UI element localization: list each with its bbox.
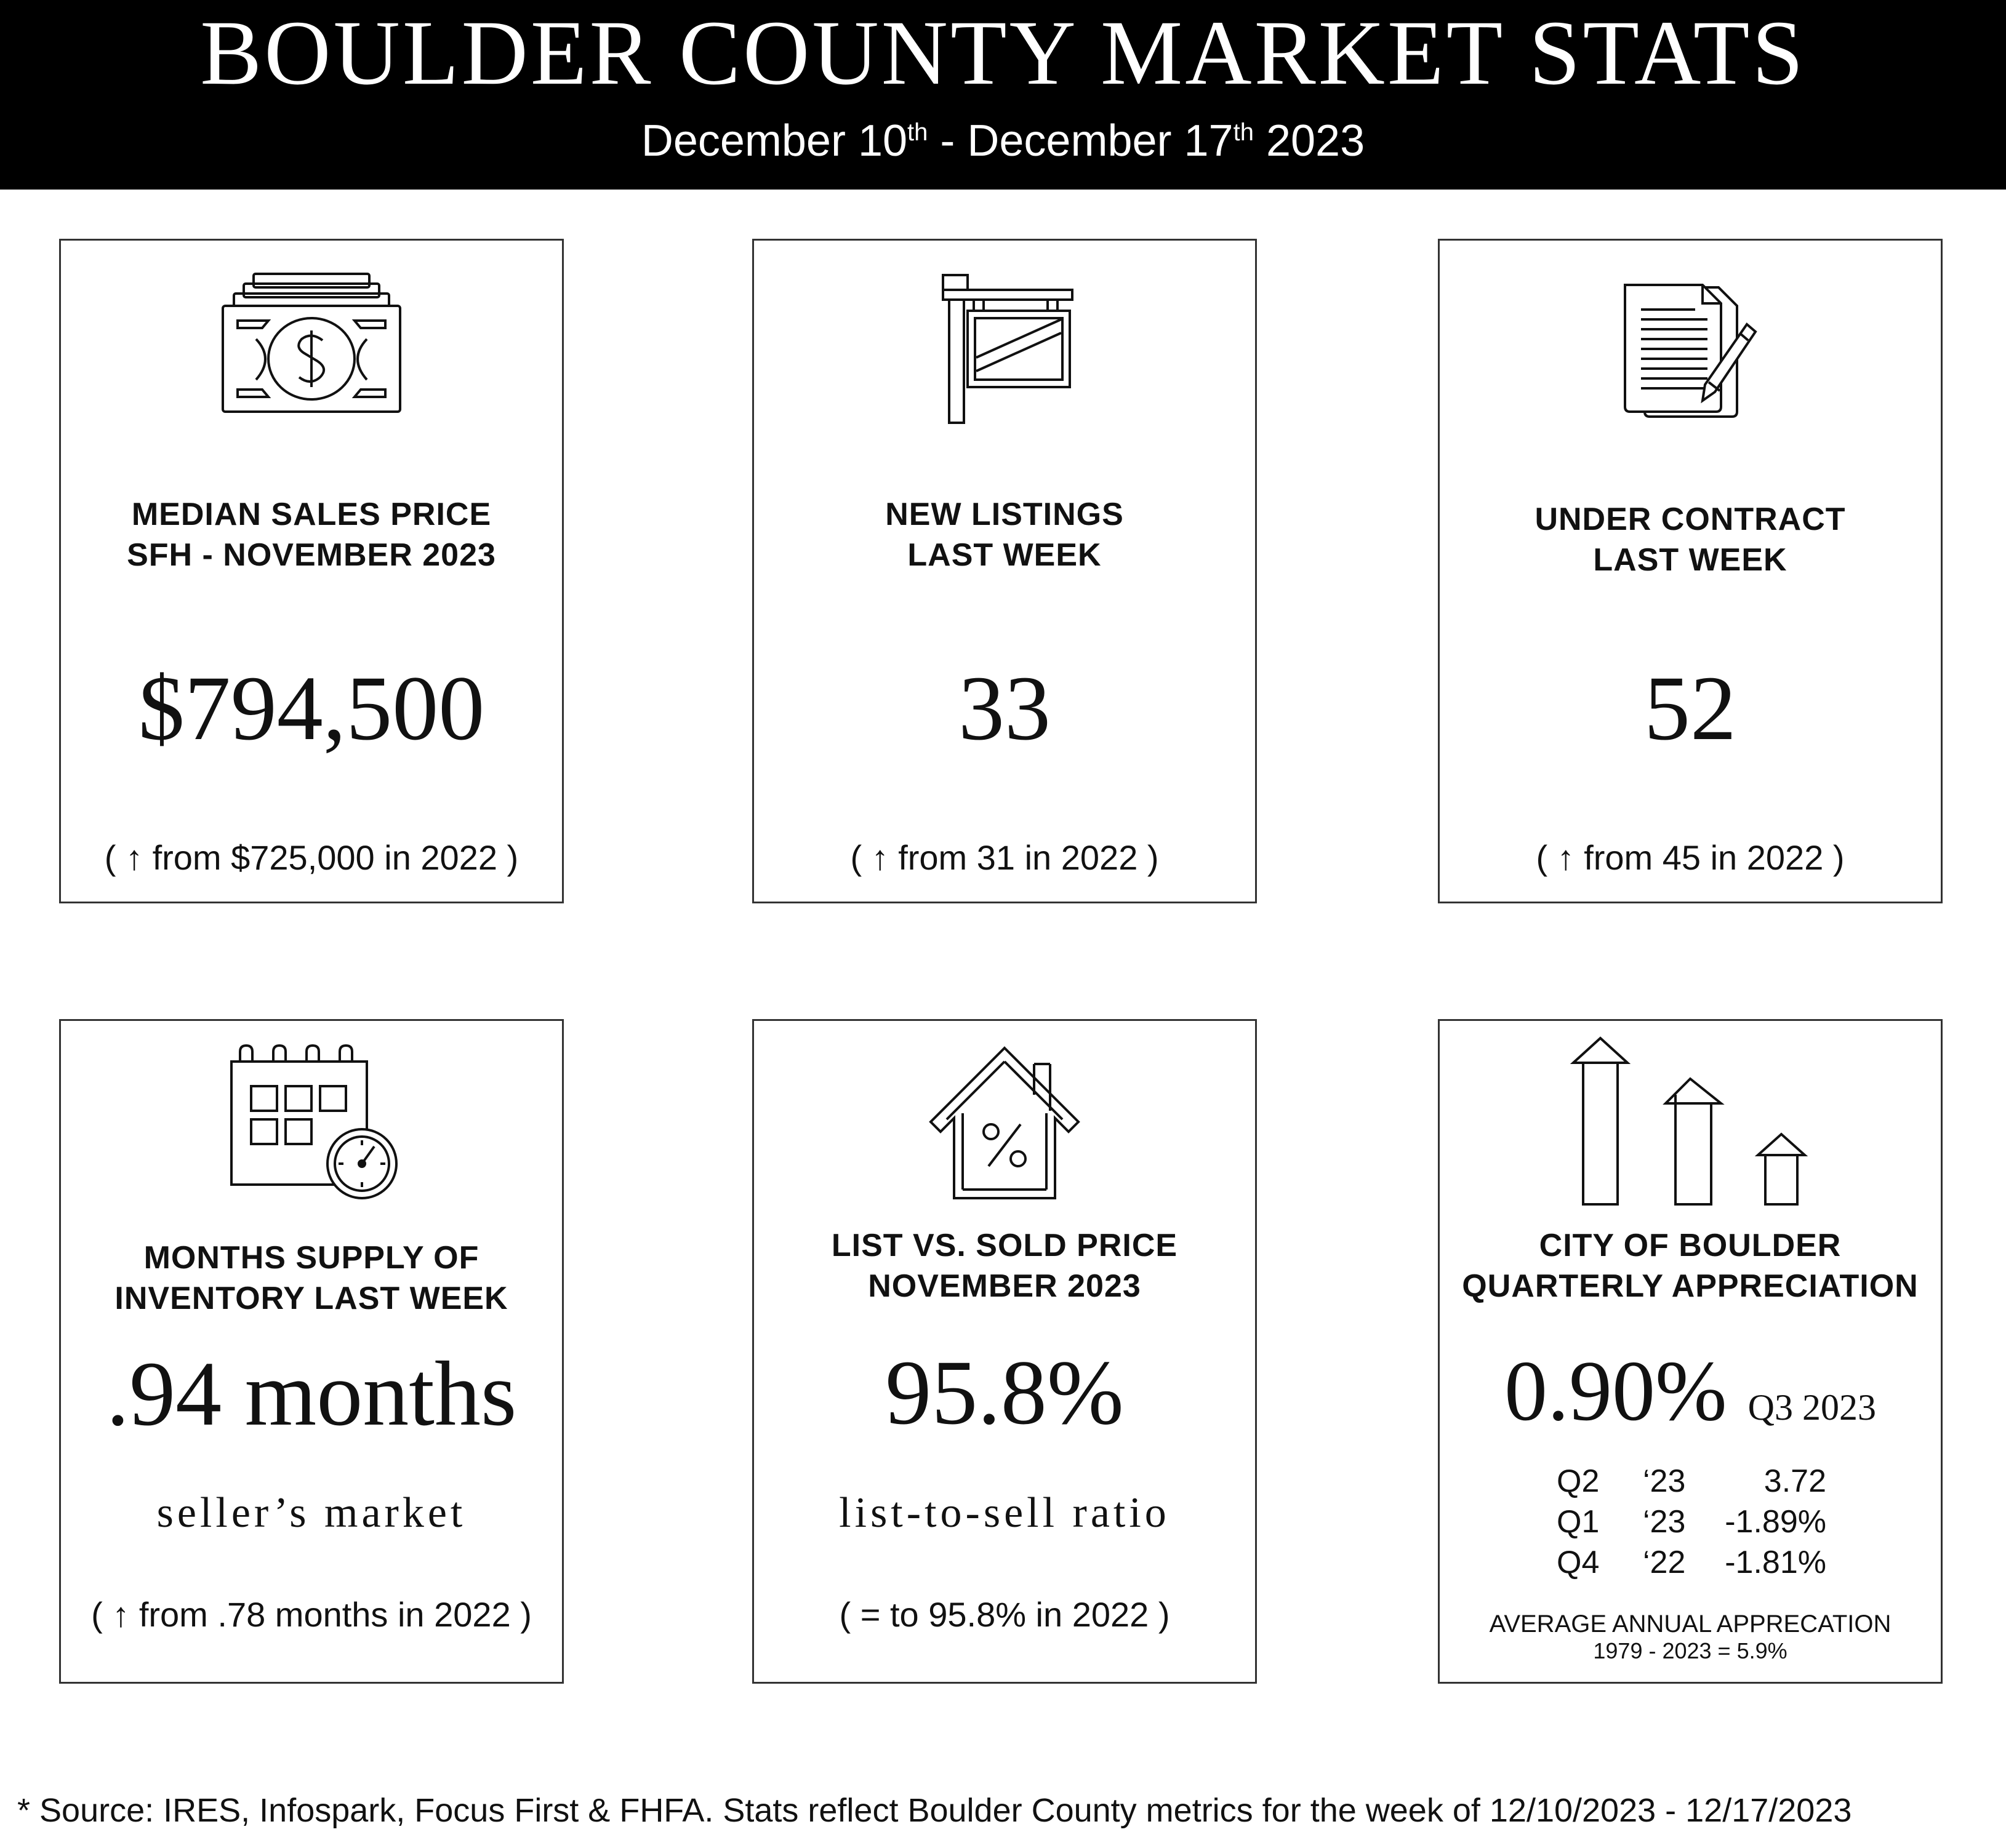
average-appreciation-line2: 1979 - 2023 = 5.9% [1593,1638,1787,1663]
under-contract-value: 52 [1644,657,1736,759]
appreciation-value-row [1440,1342,1941,1441]
list-vs-sold-label-line2: NOVEMBER 2023 [868,1268,1141,1304]
date-range-end: - December 17 [928,116,1234,166]
date-range [0,113,2006,169]
list-vs-sold-value: 95.8% [885,1342,1124,1444]
date-range-year: 2023 [1253,116,1365,166]
list-vs-sold-label-line1: LIST VS. SOLD PRICE [831,1228,1178,1263]
months-supply-label [61,1238,562,1319]
new-listings-label-line2: LAST WEEK [907,537,1102,573]
appreciation-period: Q3 2023 [1747,1387,1876,1428]
median-sales-price-value: $794,500 [138,657,485,759]
date-range-start: December 10 [641,116,908,166]
under-contract-label-line2: LAST WEEK [1593,542,1787,578]
new-listings-label-line1: NEW LISTINGS [885,497,1124,532]
median-sales-price-label-line2: SFH - NOVEMBER 2023 [127,537,496,573]
ratio-type-label: list-to-sell ratio [839,1489,1170,1537]
appreciation-card [1438,1019,1943,1684]
quarter-row [1440,1462,1944,1501]
house-percent-icon [754,1046,1255,1209]
list-vs-sold-change: ( = to 95.8% in 2022 ) [839,1595,1170,1634]
appreciation-label [1440,1225,1941,1306]
median-sales-price-label-line1: MEDIAN SALES PRICE [131,497,492,532]
months-supply-change: ( ↑ from .78 months in 2022 ) [91,1595,532,1634]
quarter-row [1440,1502,1944,1542]
months-supply-value: .94 months [106,1343,517,1445]
appreciation-value: 0.90% [1504,1343,1727,1439]
appreciation-label-line2: QUARTERLY APPRECIATION [1462,1268,1919,1304]
quarter-year: ‘23 [1643,1504,1686,1540]
under-contract-change: ( ↑ from 45 in 2022 ) [1536,838,1845,877]
contract-document-icon [1440,271,1941,428]
date-range-start-suffix: th [907,119,928,146]
quarter-row [1440,1543,1944,1582]
list-vs-sold-label [754,1225,1255,1306]
quarter-value: 3.72 [1763,1463,1826,1499]
quarter-value: -1.89% [1725,1504,1826,1540]
months-supply-label-line2: INVENTORY LAST WEEK [114,1281,508,1316]
date-range-end-suffix: th [1233,119,1254,146]
new-listings-label [754,494,1255,575]
money-icon [61,271,562,422]
new-listings-value: 33 [958,657,1051,759]
quarter-name: Q1 [1557,1504,1600,1540]
calendar-clock-icon [61,1043,562,1206]
list-vs-sold-card [752,1019,1257,1684]
quarter-year: ‘22 [1643,1545,1686,1580]
months-supply-card [59,1019,564,1684]
median-sales-price-card [59,239,564,903]
quarter-year: ‘23 [1643,1463,1686,1499]
median-sales-price-label [61,494,562,575]
new-listings-change: ( ↑ from 31 in 2022 ) [850,838,1159,877]
appreciation-label-line1: CITY OF BOULDER [1539,1228,1842,1263]
under-contract-card [1438,239,1943,903]
quarter-name: Q2 [1557,1463,1600,1499]
under-contract-label-line1: UNDER CONTRACT [1535,502,1846,537]
average-appreciation-line1: AVERAGE ANNUAL APPRECATION [1489,1610,1892,1638]
quarter-value: -1.81% [1725,1545,1826,1580]
source-footnote: * Source: IRES, Infospark, Focus First & FHFA. Stats reflect Boulder County metrics for the week of 12/10/2023 - 12/17/2023 [17,1792,1852,1829]
new-listings-card [752,239,1257,903]
quarter-name: Q4 [1557,1545,1600,1580]
median-sales-price-change: ( ↑ from $725,000 in 2022 ) [104,838,519,877]
market-type-label: seller’s market [156,1489,467,1537]
page-title: BOULDER COUNTY MARKET STATS [200,2,1806,104]
under-contract-label [1440,499,1941,580]
header-banner [0,0,2006,190]
for-sale-sign-icon [754,268,1255,431]
houses-growth-icon [1440,1036,1941,1211]
months-supply-label-line1: MONTHS SUPPLY OF [143,1240,479,1276]
average-appreciation [1440,1610,1941,1665]
